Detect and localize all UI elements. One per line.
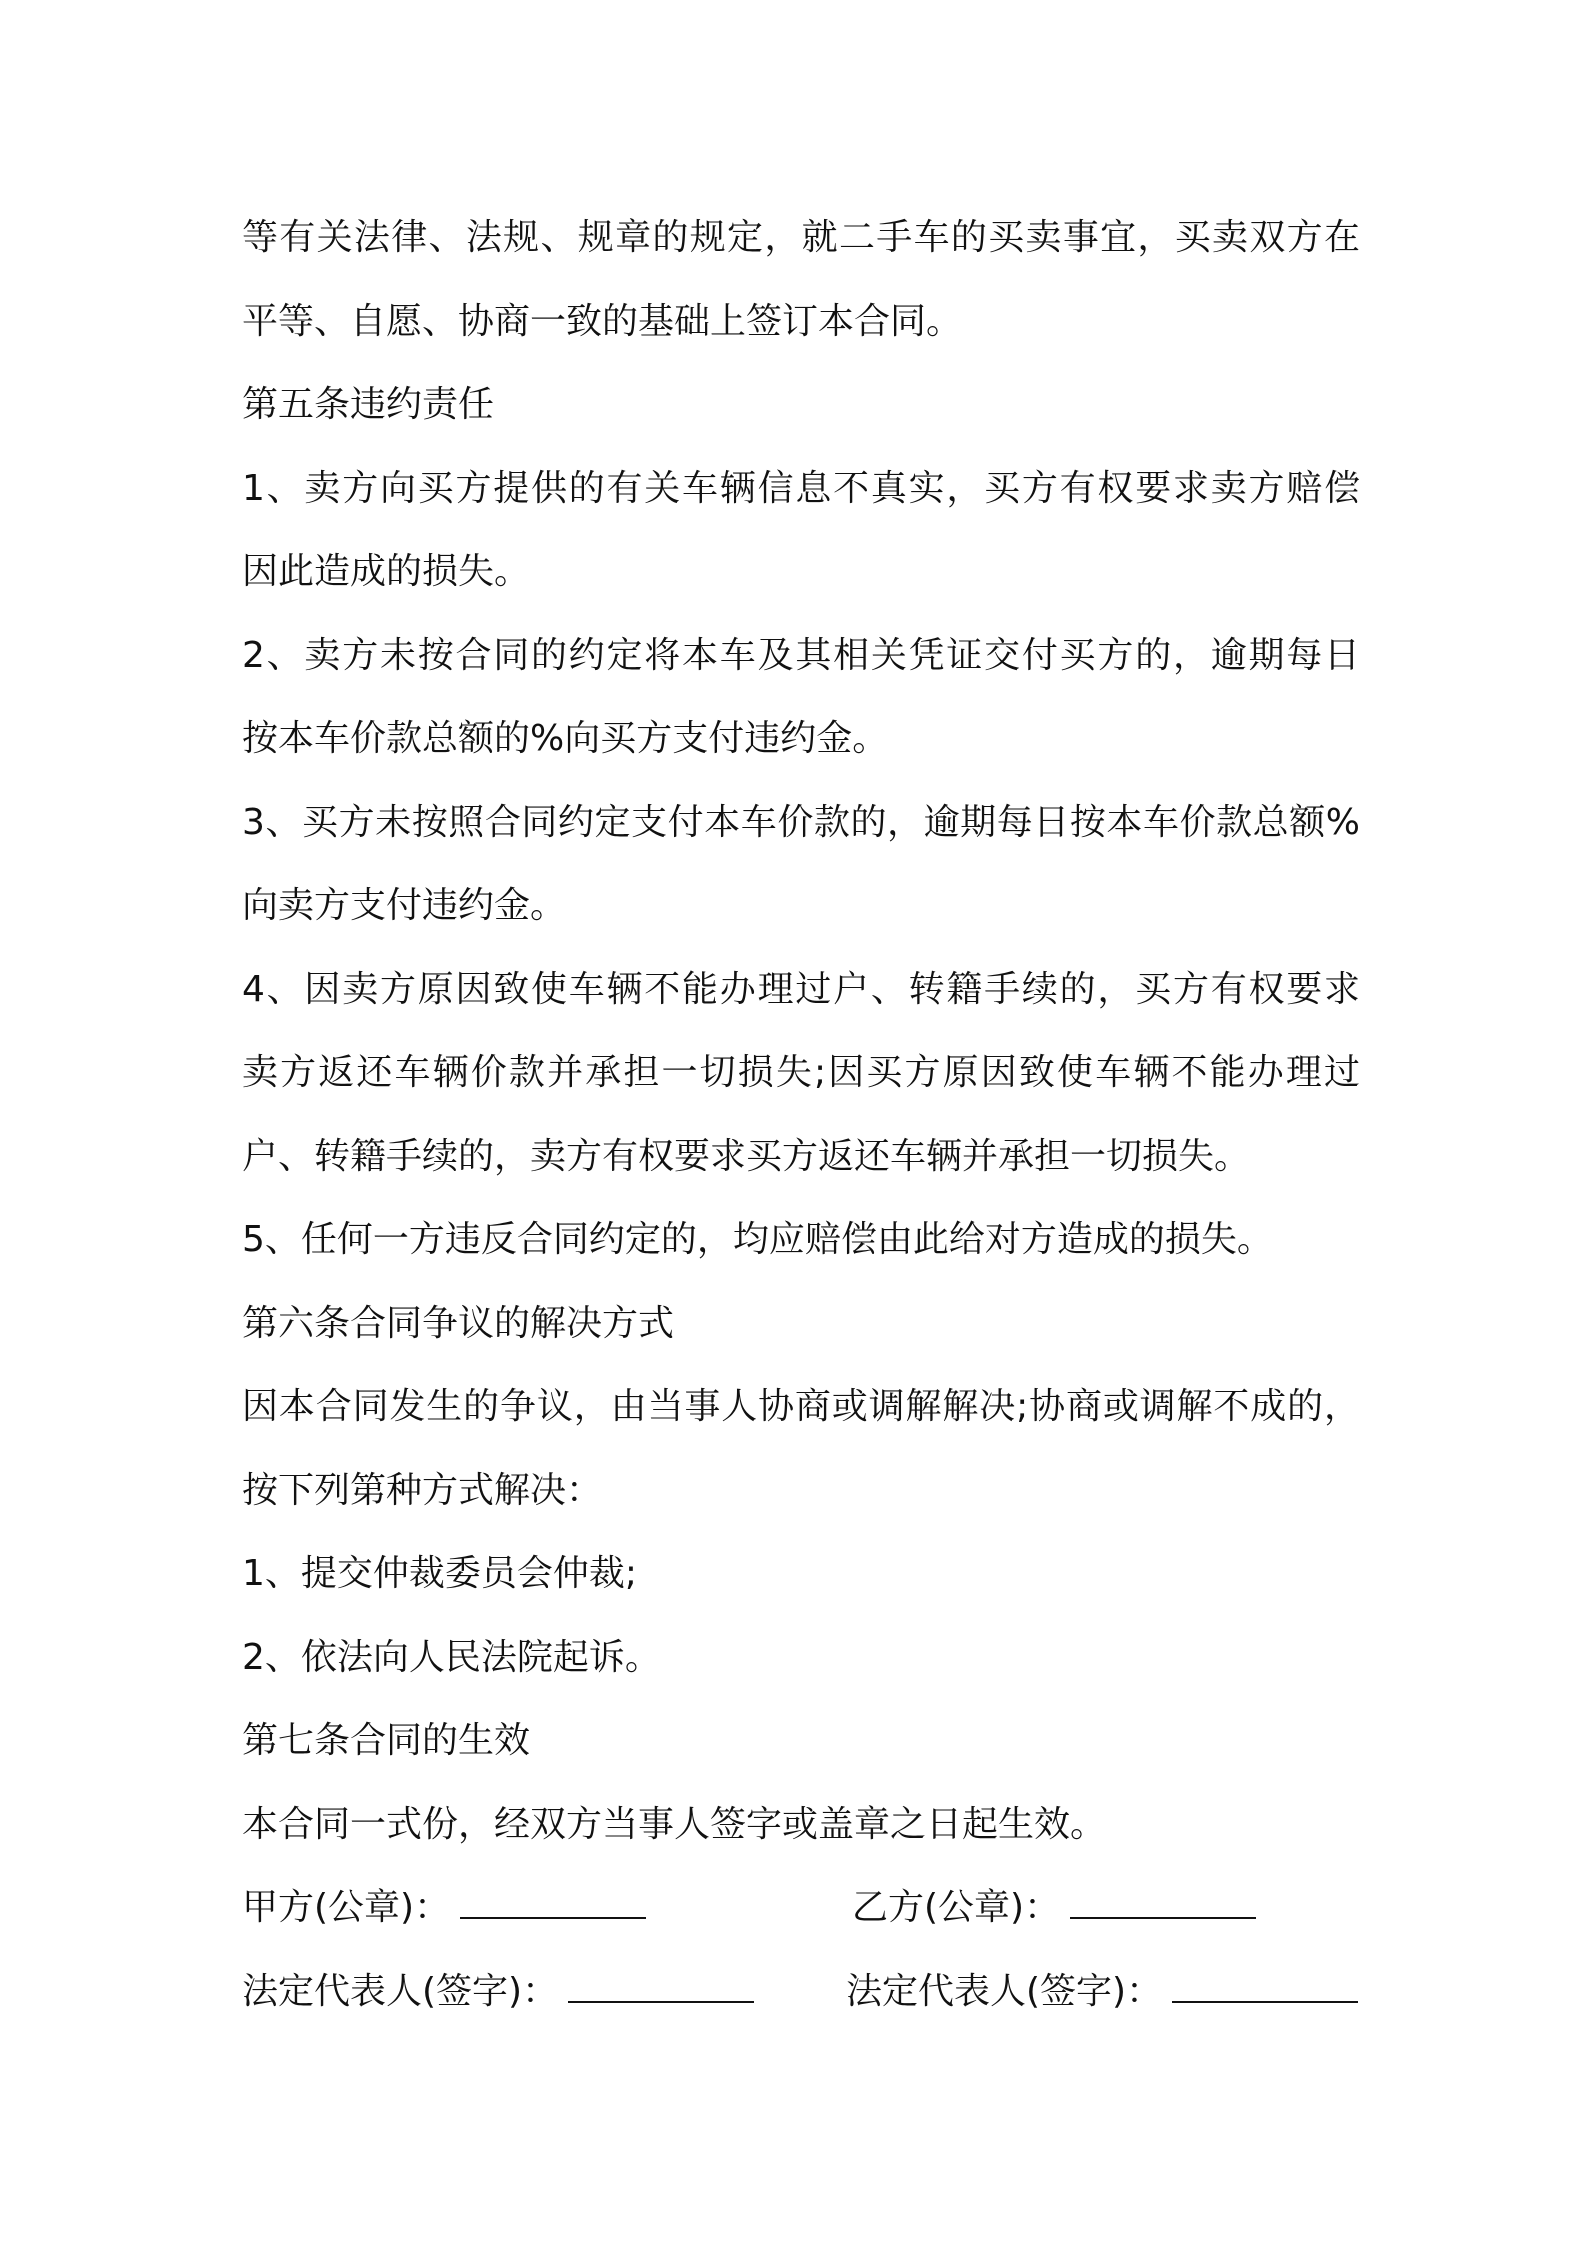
- party-a-rep-blank: [568, 1971, 754, 2003]
- paragraph-line: 因此造成的损失。: [242, 551, 531, 592]
- paragraph-line: 平等、自愿、协商一致的基础上签订本合同。: [242, 300, 963, 342]
- section-heading: 第六条合同争议的解决方式: [242, 1302, 675, 1344]
- paragraph-line: 因本合同发生的争议，由当事人协商或调解解决;协商或调解不成的，: [242, 1386, 1360, 1427]
- paragraph-line: 按下列第种方式解决：: [242, 1469, 603, 1511]
- paragraph-line: 向卖方支付违约金。: [242, 885, 567, 926]
- party-b-representative: [846, 1950, 1358, 2034]
- party-b-rep-label: 法定代表人(签字)：: [846, 1970, 1163, 2012]
- party-a-seal: [242, 1866, 646, 1950]
- paragraph-line: 等有关法律、法规、规章的规定，就二手车的买卖事宜，买卖双方在: [242, 217, 1360, 258]
- paragraph-line: 2、依法向人民法院起诉。: [242, 1636, 661, 1678]
- paragraph-line: 户、转籍手续的，卖方有权要求买方返还车辆并承担一切损失。: [242, 1135, 1251, 1177]
- paragraph-line: 本合同一式份，经双方当事人签字或盖章之日起生效。: [242, 1803, 1107, 1845]
- paragraph-line: 2、卖方未按合同的约定将本车及其相关凭证交付买方的，逾期每日: [242, 634, 1360, 676]
- party-b-seal: [852, 1866, 1256, 1950]
- paragraph-line: 按本车价款总额的%向买方支付违约金。: [242, 718, 889, 759]
- party-a-representative: [242, 1950, 754, 2034]
- paragraph-line: 1、提交仲裁委员会仲裁;: [242, 1553, 638, 1594]
- party-b-seal-blank: [1070, 1887, 1256, 1919]
- signature-row-representative: [242, 1950, 1360, 2034]
- signature-row-seal: [242, 1866, 1360, 1950]
- party-b-seal-label: 乙方(公章)：: [852, 1887, 1061, 1928]
- party-b-rep-blank: [1172, 1971, 1358, 2003]
- section-heading: 第五条违约责任: [242, 384, 495, 425]
- document-body: [242, 196, 1360, 2033]
- section-heading: 第七条合同的生效: [242, 1720, 531, 1761]
- party-a-seal-blank: [460, 1887, 646, 1919]
- party-a-seal-label: 甲方(公章)：: [242, 1887, 451, 1928]
- paragraph-line: 3、买方未按照合同约定支付本车价款的，逾期每日按本车价款总额%: [242, 801, 1360, 843]
- paragraph-line: 5、任何一方违反合同约定的，均应赔偿由此给对方造成的损失。: [242, 1219, 1273, 1260]
- paragraph-line: 卖方返还车辆价款并承担一切损失;因买方原因致使车辆不能办理过: [242, 1052, 1360, 1093]
- paragraph-line: 1、卖方向买方提供的有关车辆信息不真实，买方有权要求卖方赔偿: [242, 467, 1360, 509]
- party-a-rep-label: 法定代表人(签字)：: [242, 1970, 559, 2012]
- paragraph-line: 4、因卖方原因致使车辆不能办理过户、转籍手续的，买方有权要求: [242, 968, 1360, 1010]
